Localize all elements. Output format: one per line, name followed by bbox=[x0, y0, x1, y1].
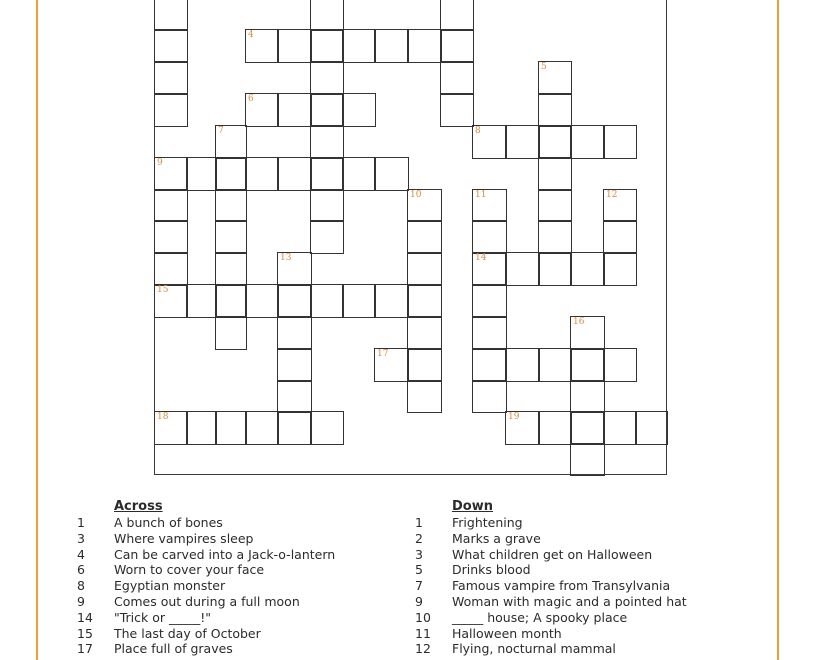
grid-cell[interactable] bbox=[603, 189, 637, 222]
grid-cell[interactable] bbox=[407, 284, 442, 318]
grid-cell[interactable] bbox=[154, 220, 188, 254]
grid-cell[interactable] bbox=[570, 380, 605, 413]
grid-cell[interactable] bbox=[407, 380, 442, 413]
grid-cell[interactable] bbox=[538, 93, 572, 127]
across-heading: Across bbox=[114, 499, 163, 514]
grid-cell[interactable] bbox=[374, 348, 409, 382]
grid-cell[interactable] bbox=[374, 29, 409, 63]
clue-number: 3 bbox=[415, 546, 423, 562]
clue-number: 1 bbox=[415, 515, 423, 530]
clue-number: 16 bbox=[573, 317, 585, 327]
grid-cell[interactable] bbox=[570, 316, 605, 350]
clue-text: The last day of October bbox=[114, 625, 261, 641]
grid-cell[interactable] bbox=[277, 93, 312, 127]
clue-number: 12 bbox=[606, 190, 618, 200]
clue-number: 6 bbox=[77, 562, 85, 578]
grid-cell[interactable] bbox=[277, 284, 312, 318]
grid-cell[interactable] bbox=[154, 411, 188, 445]
clue-number: 11 bbox=[475, 190, 487, 200]
grid-cell[interactable] bbox=[342, 29, 376, 63]
across-clue bbox=[77, 515, 397, 531]
clue-text: Can be carved into a Jack-o-lantern bbox=[114, 546, 336, 562]
grid-cell[interactable] bbox=[538, 411, 572, 445]
clue-text: Where vampires sleep bbox=[114, 530, 254, 546]
clue-number: 13 bbox=[280, 253, 292, 263]
across-clue bbox=[77, 626, 397, 642]
clue-number: 17 bbox=[77, 641, 93, 657]
grid-cell[interactable] bbox=[277, 157, 312, 191]
clue-text: Woman with magic and a pointed hat bbox=[452, 593, 687, 609]
across-clue bbox=[77, 547, 397, 563]
grid-cell[interactable] bbox=[215, 284, 247, 318]
down-clue bbox=[415, 594, 755, 610]
grid-cell[interactable] bbox=[310, 157, 344, 191]
grid-cell[interactable] bbox=[154, 93, 188, 127]
grid-cell[interactable] bbox=[407, 316, 442, 350]
grid-cell[interactable] bbox=[310, 93, 344, 127]
grid-cell[interactable] bbox=[310, 220, 344, 254]
grid-cell[interactable] bbox=[154, 189, 188, 222]
across-clue bbox=[77, 578, 397, 594]
grid-cell[interactable] bbox=[342, 284, 376, 318]
grid-cell[interactable] bbox=[538, 252, 572, 286]
across-clue bbox=[77, 610, 397, 626]
grid-cell[interactable] bbox=[570, 348, 605, 382]
grid-cell[interactable] bbox=[538, 157, 572, 191]
grid-cell[interactable] bbox=[342, 93, 376, 127]
grid-cell[interactable] bbox=[186, 157, 217, 191]
clue-text: What children get on Halloween bbox=[452, 546, 653, 562]
clue-number: 10 bbox=[415, 609, 431, 625]
clue-text: Famous vampire from Transylvania bbox=[452, 578, 671, 594]
grid-cell[interactable] bbox=[603, 252, 637, 286]
clue-text: _____ house; A spooky place bbox=[452, 609, 628, 625]
clue-number: 3 bbox=[77, 530, 85, 546]
grid-cell[interactable] bbox=[310, 61, 344, 95]
across-clue bbox=[77, 531, 397, 547]
clue-number: 4 bbox=[248, 30, 254, 40]
grid-cell[interactable] bbox=[154, 61, 188, 95]
grid-cell[interactable] bbox=[310, 29, 344, 63]
clue-text: Flying, nocturnal mammal bbox=[452, 641, 616, 657]
clue-number: 15 bbox=[77, 625, 93, 641]
clue-number: 11 bbox=[415, 625, 431, 641]
grid-cell[interactable] bbox=[472, 220, 507, 254]
down-clue bbox=[415, 641, 755, 657]
clue-text: Frightening bbox=[452, 515, 523, 530]
clue-text: Drinks blood bbox=[452, 562, 531, 578]
clue-number: 9 bbox=[415, 593, 423, 609]
grid-cell[interactable] bbox=[538, 348, 572, 382]
clue-text: Place full of graves bbox=[114, 641, 233, 657]
grid-cell[interactable] bbox=[215, 157, 247, 191]
grid-cell[interactable] bbox=[215, 189, 247, 222]
grid-cell[interactable] bbox=[440, 0, 474, 31]
grid-cell[interactable] bbox=[277, 252, 312, 286]
down-clue bbox=[415, 531, 755, 547]
clue-text: Comes out during a full moon bbox=[114, 593, 300, 609]
grid-cell[interactable] bbox=[277, 29, 312, 63]
grid-cell[interactable] bbox=[505, 411, 540, 445]
grid-cell[interactable] bbox=[374, 284, 409, 318]
clue-text: Worn to cover your face bbox=[114, 562, 265, 578]
grid-cell[interactable] bbox=[245, 411, 279, 445]
grid-cell[interactable] bbox=[277, 316, 312, 350]
grid-cell[interactable] bbox=[407, 348, 442, 382]
grid-cell[interactable] bbox=[603, 220, 637, 254]
grid-cell[interactable] bbox=[472, 189, 507, 222]
clue-number: 5 bbox=[541, 62, 547, 72]
clue-text: Marks a grave bbox=[452, 530, 541, 546]
grid-cell[interactable] bbox=[407, 252, 442, 286]
grid-cell[interactable] bbox=[472, 316, 507, 350]
grid-cell[interactable] bbox=[472, 348, 507, 382]
grid-cell[interactable] bbox=[154, 29, 188, 63]
clue-number: 14 bbox=[475, 253, 487, 263]
clue-number: 7 bbox=[415, 578, 423, 594]
grid-cell[interactable] bbox=[407, 189, 442, 222]
clue-text: Halloween month bbox=[452, 625, 562, 641]
down-heading: Down bbox=[452, 499, 493, 514]
grid-cell[interactable] bbox=[277, 411, 312, 445]
grid-cell[interactable] bbox=[538, 125, 572, 159]
grid-cell[interactable] bbox=[538, 220, 572, 254]
clue-number: 14 bbox=[77, 609, 93, 625]
clue-number: 19 bbox=[508, 412, 520, 422]
clue-number: 1 bbox=[77, 515, 85, 530]
grid-cell[interactable] bbox=[440, 29, 474, 63]
down-clue bbox=[415, 578, 755, 594]
clue-number: 15 bbox=[157, 285, 169, 295]
grid-cell[interactable] bbox=[472, 284, 507, 318]
across-clue-list bbox=[77, 515, 397, 657]
grid-cell[interactable] bbox=[277, 380, 312, 413]
grid-cell[interactable] bbox=[342, 157, 376, 191]
grid-cell[interactable] bbox=[603, 125, 637, 159]
clue-number: 17 bbox=[377, 349, 389, 359]
grid-cell[interactable] bbox=[310, 0, 344, 31]
grid-cell[interactable] bbox=[570, 125, 605, 159]
down-clue bbox=[415, 610, 755, 626]
grid-cell[interactable] bbox=[215, 411, 247, 445]
across-clue bbox=[77, 594, 397, 610]
grid-cell[interactable] bbox=[505, 252, 540, 286]
grid-cell[interactable] bbox=[277, 348, 312, 382]
grid-cell[interactable] bbox=[570, 443, 605, 476]
grid-cell[interactable] bbox=[472, 380, 507, 413]
down-clues bbox=[415, 499, 755, 657]
clue-number: 18 bbox=[157, 412, 169, 422]
across-clue bbox=[77, 641, 397, 657]
grid-cell[interactable] bbox=[603, 411, 637, 445]
grid-cell[interactable] bbox=[538, 189, 572, 222]
grid-cell[interactable] bbox=[215, 220, 247, 254]
grid-cell[interactable] bbox=[245, 93, 279, 127]
grid-cell[interactable] bbox=[440, 61, 474, 95]
grid-cell[interactable] bbox=[374, 157, 409, 191]
clue-number: 9 bbox=[77, 593, 85, 609]
grid-cell[interactable] bbox=[186, 284, 217, 318]
grid-cell[interactable] bbox=[154, 252, 188, 286]
grid-cell[interactable] bbox=[505, 348, 540, 382]
grid-cell[interactable] bbox=[603, 348, 637, 382]
grid-cell[interactable] bbox=[472, 252, 507, 286]
grid-cell[interactable] bbox=[215, 125, 247, 159]
grid-cell[interactable] bbox=[154, 284, 188, 318]
grid-cell[interactable] bbox=[505, 125, 540, 159]
grid-cell[interactable] bbox=[215, 252, 247, 286]
grid-cell[interactable] bbox=[245, 29, 279, 63]
grid-cell[interactable] bbox=[154, 0, 188, 31]
clue-number: 10 bbox=[410, 190, 422, 200]
grid-cell[interactable] bbox=[570, 252, 605, 286]
grid-cell[interactable] bbox=[245, 284, 279, 318]
clue-number: 8 bbox=[77, 578, 85, 594]
grid-cell[interactable] bbox=[310, 411, 344, 445]
clue-number: 12 bbox=[415, 641, 431, 657]
down-clue bbox=[415, 515, 755, 531]
clue-text: "Trick or _____!" bbox=[114, 609, 212, 625]
grid-cell[interactable] bbox=[186, 411, 217, 445]
grid-cell[interactable] bbox=[635, 411, 668, 445]
grid-cell[interactable] bbox=[538, 61, 572, 95]
clue-number: 9 bbox=[157, 158, 163, 168]
clue-number: 6 bbox=[248, 94, 254, 104]
grid-cell[interactable] bbox=[245, 157, 279, 191]
grid-cell[interactable] bbox=[310, 125, 344, 159]
grid-cell[interactable] bbox=[440, 93, 474, 127]
grid-cell[interactable] bbox=[407, 29, 442, 63]
down-clue bbox=[415, 547, 755, 563]
clue-number: 4 bbox=[77, 546, 85, 562]
grid-cell[interactable] bbox=[215, 316, 247, 350]
grid-cell[interactable] bbox=[570, 411, 605, 445]
down-clue-list bbox=[415, 515, 755, 657]
clue-number: 2 bbox=[415, 530, 423, 546]
across-clue bbox=[77, 562, 397, 578]
clue-number: 8 bbox=[475, 126, 481, 136]
clue-text: Egyptian monster bbox=[114, 578, 226, 594]
down-clue bbox=[415, 562, 755, 578]
grid-cell[interactable] bbox=[310, 284, 344, 318]
down-clue bbox=[415, 626, 755, 642]
grid-cell[interactable] bbox=[472, 125, 507, 159]
grid-cell[interactable] bbox=[407, 220, 442, 254]
across-clues bbox=[77, 499, 397, 657]
clue-number: 7 bbox=[218, 126, 224, 136]
grid-cell[interactable] bbox=[310, 189, 344, 222]
grid-cell[interactable] bbox=[154, 157, 188, 191]
clue-text: A bunch of bones bbox=[114, 515, 223, 530]
clue-number: 5 bbox=[415, 562, 423, 578]
